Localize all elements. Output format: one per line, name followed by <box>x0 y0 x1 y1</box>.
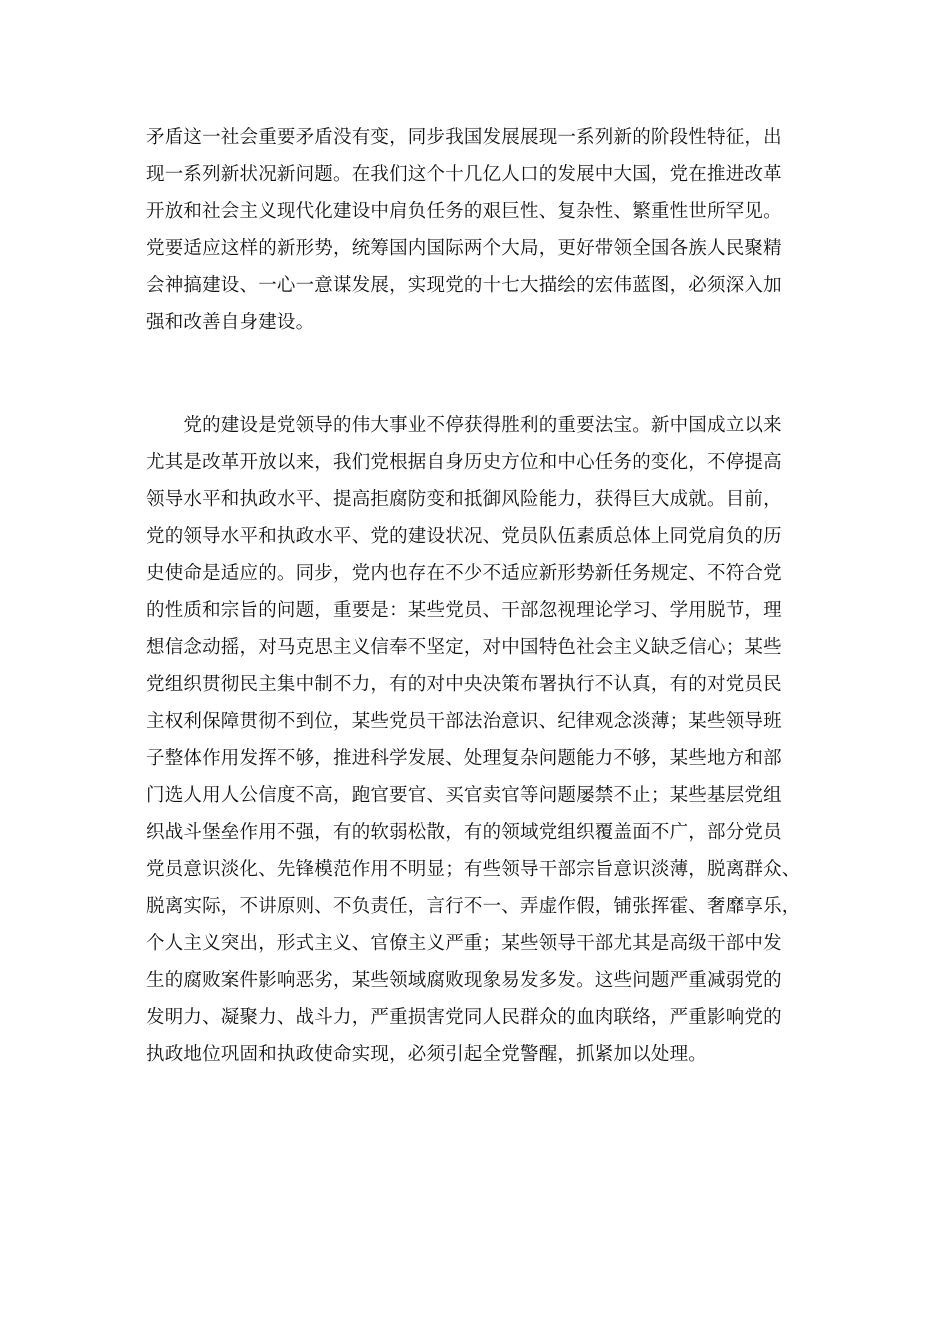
text-line: 开放和社会主义现代化建设中肩负任务的艰巨性、复杂性、繁重性世所罕见。 <box>146 201 782 222</box>
text-line: 领导水平和执政水平、提高拒腐防变和抵御风险能力，获得巨大成就。目前， <box>146 489 782 510</box>
text-line: 矛盾这一社会重要矛盾没有变，同步我国发展展现一系列新的阶段性特征，出 <box>146 127 782 148</box>
text-line: 强和改善自身建设。 <box>146 312 315 333</box>
text-line: 执政地位巩固和执政使命实现，必须引起全党警醒，抓紧加以处理。 <box>146 1044 708 1065</box>
text-line: 主权利保障贯彻不到位，某些党员干部法治意识、纪律观念淡薄；某些领导班 <box>146 711 782 732</box>
paragraph-1 <box>146 119 810 341</box>
text-line: 织战斗堡垒作用不强，有的软弱松散，有的领域党组织覆盖面不广，部分党员 <box>146 822 782 843</box>
text-line: 脱离实际，不讲原则、不负责任，言行不一、弄虚作假，铺张挥霍、奢靡享乐， <box>146 896 801 917</box>
text-line: 党的领导水平和执政水平、党的建设状况、党员队伍素质总体上同党肩负的历 <box>146 526 782 547</box>
text-line: 党员意识淡化、先锋模范作用不明显；有些领导干部宗旨意识淡薄，脱离群众、 <box>146 859 801 880</box>
text-line: 党的建设是党领导的伟大事业不停获得胜利的重要法宝。新中国成立以来 <box>146 415 782 436</box>
text-line: 现一系列新状况新问题。在我们这个十几亿人口的发展中大国，党在推进改革 <box>146 164 782 185</box>
text-line: 会神搞建设、一心一意谋发展，实现党的十七大描绘的宏伟蓝图，必须深入加 <box>146 275 782 296</box>
text-line: 想信念动摇，对马克思主义信奉不坚定，对中国特色社会主义缺乏信心；某些 <box>146 637 782 658</box>
text-line: 的性质和宗旨的问题，重要是：某些党员、干部忽视理论学习、学用脱节，理 <box>146 600 782 621</box>
text-line: 门选人用人公信度不高，跑官要官、买官卖官等问题屡禁不止；某些基层党组 <box>146 785 782 806</box>
text-line: 个人主义突出，形式主义、官僚主义严重；某些领导干部尤其是高级干部中发 <box>146 933 782 954</box>
text-line: 党要适应这样的新形势，统筹国内国际两个大局，更好带领全国各族人民聚精 <box>146 238 782 259</box>
text-line: 生的腐败案件影响恶劣，某些领域腐败现象易发多发。这些问题严重减弱党的 <box>146 970 782 991</box>
text-line: 尤其是改革开放以来，我们党根据自身历史方位和中心任务的变化，不停提高 <box>146 452 782 473</box>
text-line: 子整体作用发挥不够，推进科学发展、处理复杂问题能力不够，某些地方和部 <box>146 748 782 769</box>
text-line: 发明力、凝聚力、战斗力，严重损害党同人民群众的血肉联络，严重影响党的 <box>146 1007 782 1028</box>
text-line: 史使命是适应的。同步，党内也存在不少不适应新形势新任务规定、不符合党 <box>146 563 782 584</box>
text-line: 党组织贯彻民主集中制不力，有的对中央决策布署执行不认真，有的对党员民 <box>146 674 782 695</box>
paragraph-2 <box>146 407 810 1073</box>
